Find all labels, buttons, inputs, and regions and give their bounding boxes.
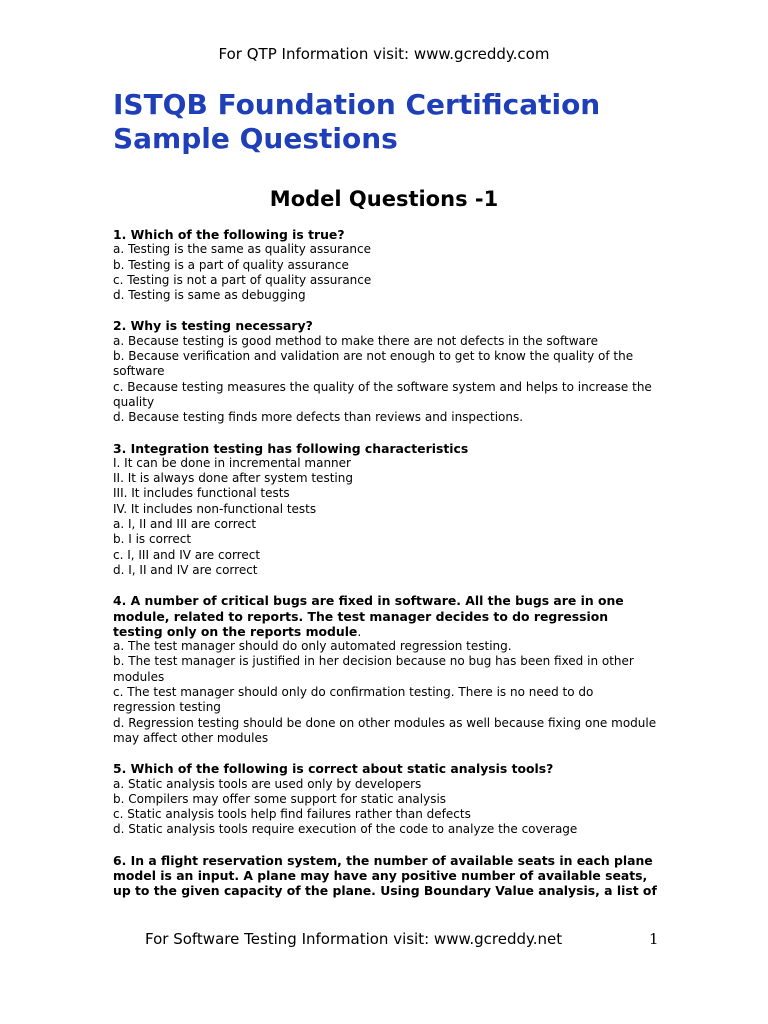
question-2-text: 2. Why is testing necessary? xyxy=(113,318,313,334)
page-number: 1 xyxy=(649,930,659,948)
question-2-option-b: b. Because verification and validation are not enough to get to know the quality of the software xyxy=(113,349,634,379)
question-5-option-c: c. Static analysis tools help find failures rather than defects xyxy=(113,807,471,822)
header-note: For QTP Information visit: www.gcreddy.com xyxy=(218,45,550,63)
question-4-option-d: d. Regression testing should be done on other modules as well because fixing one module may affect other modules xyxy=(113,715,657,745)
question-1 xyxy=(113,227,658,303)
question-5-option-d: d. Static analysis tools require execution of the code to analyze the coverage xyxy=(113,822,578,837)
question-3 xyxy=(113,441,658,579)
question-3-option-a: a. I, II and III are correct xyxy=(113,517,257,532)
question-3-statement-iii: III. It includes functional tests xyxy=(113,486,290,501)
question-3-text: 3. Integration testing has following characteristics xyxy=(113,440,469,456)
title-line-2: Sample Questions xyxy=(113,122,398,155)
question-4 xyxy=(113,593,658,746)
question-2-option-d: d. Because testing finds more defects than reviews and inspections. xyxy=(113,410,524,425)
question-5-text: 5. Which of the following is correct about static analysis tools? xyxy=(113,761,554,777)
question-1-option-d: d. Testing is same as debugging xyxy=(113,288,306,303)
question-4-text xyxy=(113,593,658,639)
question-6 xyxy=(113,853,658,899)
question-3-option-b: b. I is correct xyxy=(113,532,192,547)
footer-note: For Software Testing Information visit: www.gcreddy.net xyxy=(145,930,563,948)
question-list xyxy=(113,227,658,914)
question-3-statement-iv: IV. It includes non-functional tests xyxy=(113,501,317,516)
question-4-text-period: . xyxy=(357,623,362,639)
question-1-option-b: b. Testing is a part of quality assurance xyxy=(113,257,349,272)
question-5 xyxy=(113,761,658,837)
question-5-option-a: a. Static analysis tools are used only by developers xyxy=(113,776,422,791)
question-2 xyxy=(113,318,658,425)
question-1-option-c: c. Testing is not a part of quality assurance xyxy=(113,272,372,287)
question-3-statement-i: I. It can be done in incremental manner xyxy=(113,455,351,470)
question-2-option-a: a. Because testing is good method to make there are not defects in the software xyxy=(113,333,598,348)
question-1-option-a: a. Testing is the same as quality assurance xyxy=(113,242,372,257)
document-title xyxy=(113,88,733,156)
question-4-option-c: c. The test manager should only do confirmation testing. There is no need to do regression testing xyxy=(113,685,594,715)
question-4-option-b: b. The test manager is justified in her decision because no bug has been fixed in other modules xyxy=(113,654,634,684)
question-5-option-b: b. Compilers may offer some support for static analysis xyxy=(113,791,447,806)
question-3-statement-ii: II. It is always done after system testing xyxy=(113,471,353,486)
question-3-option-c: c. I, III and IV are correct xyxy=(113,547,261,562)
question-2-option-c: c. Because testing measures the quality of the software system and helps to increase the quality xyxy=(113,379,652,409)
question-1-text: 1. Which of the following is true? xyxy=(113,227,345,242)
title-line-1: ISTQB Foundation Certification xyxy=(113,88,601,121)
question-4-text-bold: 4. A number of critical bugs are fixed in software. All the bugs are in one module, related to reports. The test manager decides to do regression testing only on the reports module xyxy=(113,593,624,639)
question-3-option-d: d. I, II and IV are correct xyxy=(113,562,258,577)
model-questions-heading: Model Questions -1 xyxy=(269,187,499,211)
question-6-text: 6. In a flight reservation system, the number of available seats in each plane model is an input. A plane may have any positive number of available seats, up to the given capacity of the plane. Using Boundary Value analysis, a list of xyxy=(113,852,657,899)
question-4-option-a: a. The test manager should do only automated regression testing. xyxy=(113,639,512,654)
